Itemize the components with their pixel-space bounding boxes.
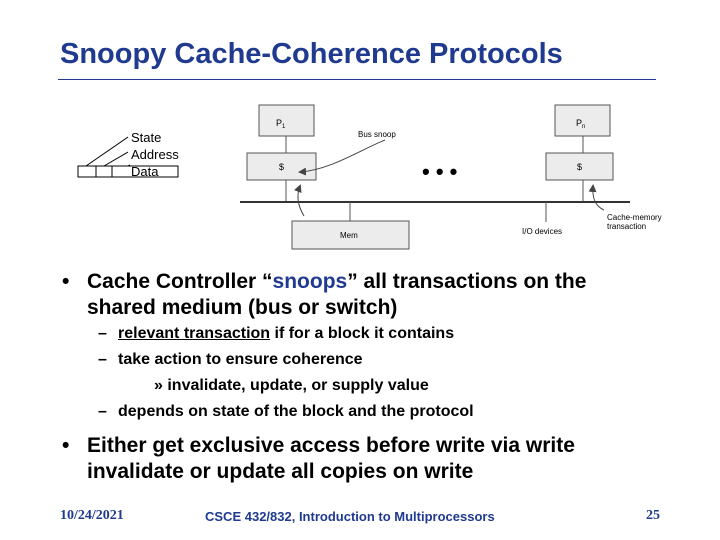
processor-left-box bbox=[259, 105, 314, 136]
address-label: Address bbox=[131, 147, 179, 162]
processor-right-label: $P_n$ bbox=[576, 118, 586, 130]
footer-page-number: 25 bbox=[646, 508, 660, 523]
sub-bullet-depends bbox=[98, 403, 474, 421]
footer-course: CSCE 432/832, Introduction to Multiprocessors bbox=[205, 509, 495, 524]
bullet-1-suffix: ” all transactions on the shared medium (bus or switch) bbox=[87, 270, 587, 319]
take-action-text: take action to ensure coherence bbox=[118, 351, 363, 368]
processor-ellipsis: • • • bbox=[422, 159, 458, 184]
state-label: State bbox=[131, 130, 162, 145]
bus-snoop-label: Bus snoop bbox=[358, 130, 396, 139]
snoops-highlight: snoops bbox=[272, 270, 348, 293]
dash-marker: – bbox=[98, 351, 107, 368]
depends-text: depends on state of the block and the protocol bbox=[118, 403, 474, 420]
snoop-bus-diagram bbox=[0, 0, 720, 260]
bullet-cache-controller bbox=[62, 269, 647, 321]
cache-memory-arrow bbox=[593, 186, 604, 210]
cache-right-label: $ bbox=[577, 162, 583, 172]
transaction-label: transaction bbox=[607, 222, 647, 231]
cache-memory-label: Cache-memory bbox=[607, 213, 662, 222]
cache-left-label: $ bbox=[279, 162, 285, 172]
relevant-transaction-text: relevant transaction bbox=[118, 325, 271, 342]
sub-bullet-take-action bbox=[98, 351, 363, 369]
bullet-exclusive-access bbox=[62, 433, 657, 485]
bullet-marker: • bbox=[62, 434, 70, 457]
footer-date: 10/24/2021 bbox=[60, 508, 124, 523]
relevant-transaction-rest: if for a block it contains bbox=[270, 325, 455, 342]
dash-marker: – bbox=[98, 325, 107, 342]
io-devices-label: I/O devices bbox=[522, 227, 563, 236]
bullet-marker: • bbox=[62, 270, 70, 293]
sub-sub-bullet-invalidate bbox=[154, 377, 429, 395]
invalidate-text: invalidate, update, or supply value bbox=[167, 377, 429, 394]
bullet-1-prefix: Cache Controller “ bbox=[87, 270, 273, 293]
processor-right-box bbox=[555, 105, 610, 136]
dash-marker: – bbox=[98, 403, 107, 420]
memory-label: Mem bbox=[340, 231, 358, 240]
sub-bullet-relevant-transaction bbox=[98, 325, 455, 343]
data-label: Data bbox=[131, 164, 159, 179]
processor-left-label: $P_1$ bbox=[276, 118, 286, 130]
guillemet-marker: » bbox=[154, 377, 163, 394]
bullet-2-text: Either get exclusive access before write via write invalidate or update all copies on write bbox=[87, 434, 575, 483]
slide-title: Snoopy Cache-Coherence Protocols bbox=[60, 38, 563, 70]
